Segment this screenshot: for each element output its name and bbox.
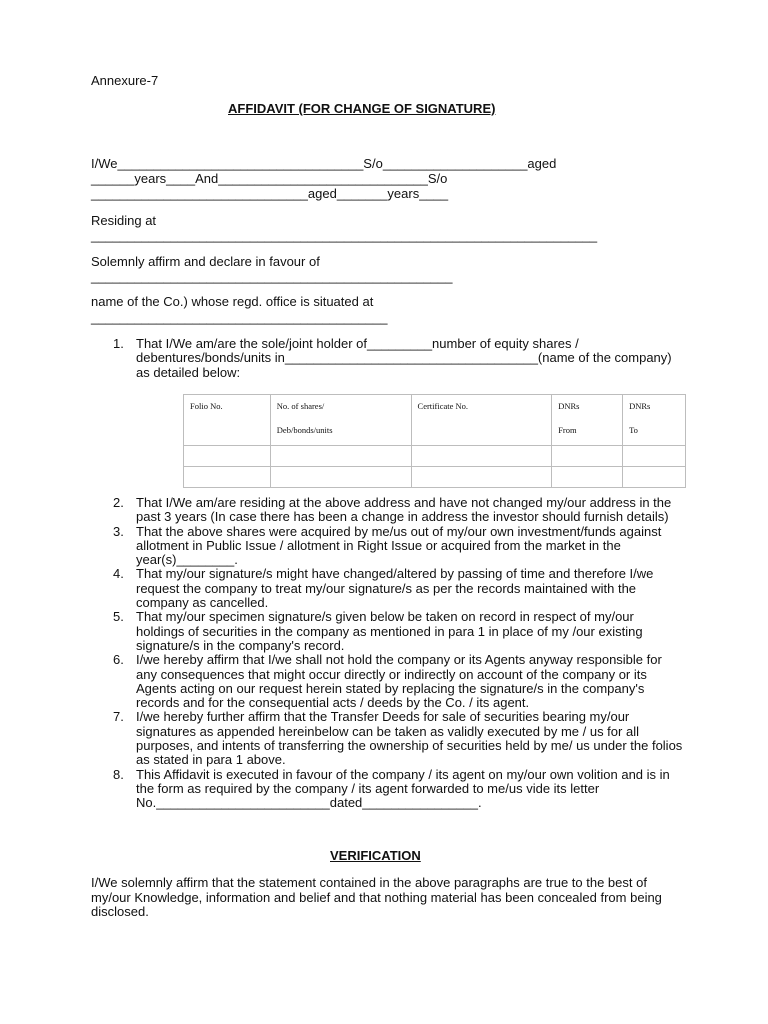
residing-label: Residing at xyxy=(91,213,157,228)
table-cell[interactable] xyxy=(552,467,623,488)
item-number: 8. xyxy=(113,766,124,782)
verification-text: I/We solemnly affirm that the statement contained in the above paragraphs are true to the best of my/our Knowledge, information and belief and that nothing material has been concealed from being disclosed. xyxy=(91,875,662,919)
verification-title: VERIFICATION xyxy=(330,848,421,863)
intro-line-2: ______years____And_____________________________S/o xyxy=(91,171,448,186)
list-item xyxy=(113,610,683,653)
annexure-label: Annexure-7 xyxy=(91,73,159,88)
list-item xyxy=(113,567,683,610)
list-item xyxy=(113,710,683,767)
item-number: 3. xyxy=(113,523,124,539)
residing-blank: ______________________________________________________________________ xyxy=(91,228,598,243)
table-cell[interactable] xyxy=(552,446,623,467)
table-cell[interactable] xyxy=(184,467,271,488)
list-item xyxy=(113,768,683,811)
table-cell[interactable] xyxy=(623,467,686,488)
table-cell[interactable] xyxy=(270,467,411,488)
item-text: I/we hereby further affirm that the Transfer Deeds for sale of securities bearing my/our signatures as appended hereinbelow can be taken as validly executed by me / us for all purposes, and intents of transferring the ownership of securities held by me/ us under the folios as stated in para 1 above. xyxy=(136,709,683,768)
table-row xyxy=(184,446,686,467)
table-cell[interactable] xyxy=(623,446,686,467)
list-item xyxy=(113,496,683,525)
item-text: That my/our signature/s might have changed/altered by passing of time and therefore I/we request the company to treat my/our signature/s as per the records maintained with the company as cancelled. xyxy=(136,566,654,611)
table-cell[interactable] xyxy=(270,446,411,467)
item-number: 2. xyxy=(113,495,124,510)
list-item xyxy=(113,525,683,568)
table-header-cell: Certificate No. xyxy=(411,395,552,446)
item-text: That I/We am/are the sole/joint holder of_________number of equity shares / debentures/bonds/units in___________________________________(name of the company) as detailed below: xyxy=(136,336,672,380)
affirm-label: Solemnly affirm and declare in favour of xyxy=(91,254,320,269)
table-header-cell: Folio No. xyxy=(184,395,271,446)
table-cell[interactable] xyxy=(411,446,552,467)
holdings-table xyxy=(183,394,686,488)
item-number: 5. xyxy=(113,609,124,625)
intro-line-3: ______________________________aged_______years____ xyxy=(91,186,449,201)
table-header-cell: No. of shares/ Deb/bonds/units xyxy=(270,395,411,446)
list-item xyxy=(113,337,683,380)
table-header-cell: DNRs From xyxy=(552,395,623,446)
company-blank: _________________________________________ xyxy=(91,310,388,325)
table-cell[interactable] xyxy=(184,446,271,467)
list-item xyxy=(113,653,683,710)
table-header-cell: DNRs To xyxy=(623,395,686,446)
item-number: 1. xyxy=(113,336,124,351)
company-label: name of the Co.) whose regd. office is situated at xyxy=(91,294,374,309)
table-row xyxy=(184,467,686,488)
item-text: That I/We am/are residing at the above address and have not changed my/our address in the past 3 years (In case there has been a change in address the investor should furnish details) xyxy=(136,495,672,525)
item-list-part-2 xyxy=(113,496,683,811)
table-cell[interactable] xyxy=(411,467,552,488)
intro-line-1: I/We__________________________________S/o____________________aged xyxy=(91,156,557,171)
table-header-row xyxy=(184,395,686,446)
item-text: I/we hereby affirm that I/we shall not hold the company or its Agents anyway responsible for any consequences that might occur directly or indirectly on account of the company or its Agents acting on our request herein stated by replacing the signature/s in the company's records and for the consequential acts / deeds by the Co. / its agent. xyxy=(136,652,662,711)
item-number: 6. xyxy=(113,652,124,668)
document-title: AFFIDAVIT (FOR CHANGE OF SIGNATURE) xyxy=(228,101,496,116)
item-number: 7. xyxy=(113,709,124,725)
item-text: That the above shares were acquired by me/us out of my/our own investment/funds against allotment in Public Issue / allotment in Right Issue or acquired from the market in the year(s)________. xyxy=(136,523,662,568)
item-number: 4. xyxy=(113,566,124,582)
item-text: This Affidavit is executed in favour of the company / its agent on my/our own volition and is in the form as required by the company / its agent forwarded to me/us vide its letter No.________________________dated________________. xyxy=(136,766,670,811)
affirm-blank: __________________________________________________ xyxy=(91,269,453,284)
item-list-part-1 xyxy=(113,337,683,380)
item-text: That my/our specimen signature/s given below be taken on record in respect of my/our holdings of securities in the company as mentioned in para 1 in place of my /our existing signature/s in the company's record. xyxy=(136,609,643,653)
